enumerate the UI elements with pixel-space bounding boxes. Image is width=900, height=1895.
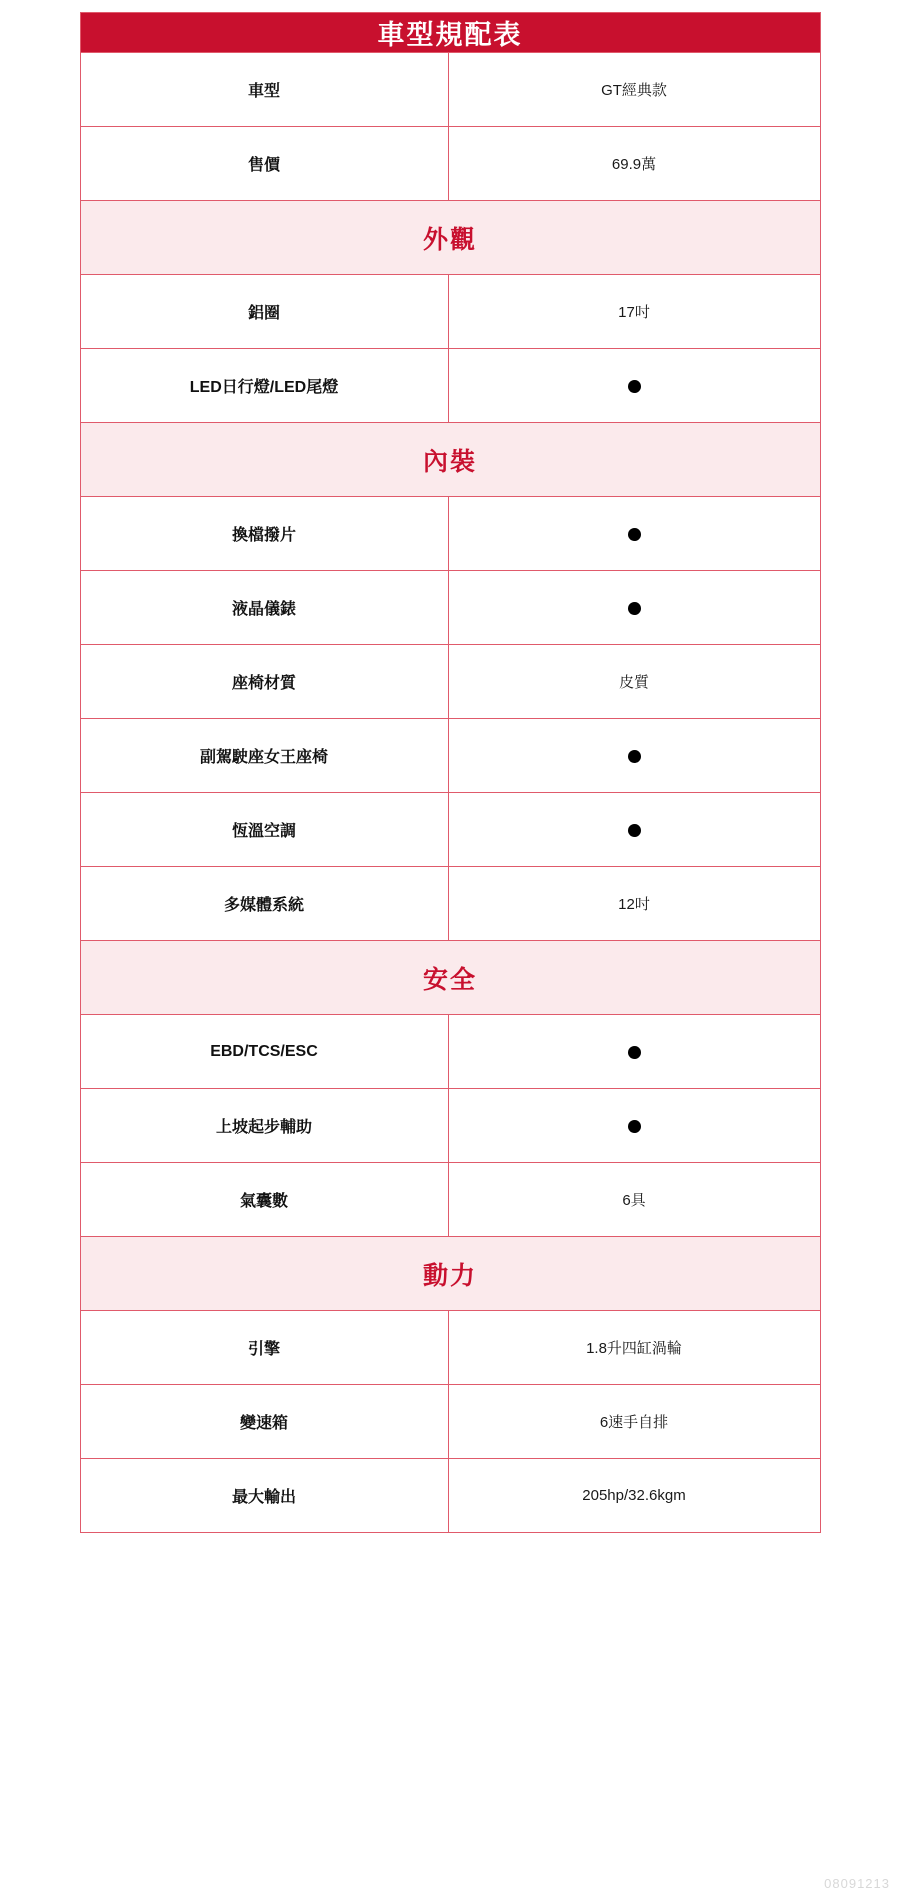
spec-label: 鋁圈 <box>80 275 448 349</box>
spec-label: LED日行燈/LED尾燈 <box>80 349 448 423</box>
spec-label: EBD/TCS/ESC <box>80 1015 448 1089</box>
filled-circle-icon <box>628 528 641 541</box>
section-header-label: 外觀 <box>80 201 820 275</box>
spec-value <box>448 1089 820 1163</box>
vehicle-spec-table <box>80 12 821 1533</box>
filled-circle-icon <box>628 602 641 615</box>
section-header-row <box>80 423 820 497</box>
spec-value: GT經典款 <box>448 53 820 127</box>
table-row <box>80 1089 820 1163</box>
spec-label: 變速箱 <box>80 1385 448 1459</box>
table-row <box>80 1015 820 1089</box>
filled-circle-icon <box>628 1120 641 1133</box>
spec-label: 多媒體系統 <box>80 867 448 941</box>
spec-label: 車型 <box>80 53 448 127</box>
table-title-row <box>80 13 820 53</box>
spec-value: 12吋 <box>448 867 820 941</box>
spec-label: 座椅材質 <box>80 645 448 719</box>
filled-circle-icon <box>628 824 641 837</box>
table-row <box>80 645 820 719</box>
spec-value: 17吋 <box>448 275 820 349</box>
table-row <box>80 127 820 201</box>
filled-circle-icon <box>628 1046 641 1059</box>
spec-value: 6具 <box>448 1163 820 1237</box>
table-row <box>80 497 820 571</box>
spec-value: 69.9萬 <box>448 127 820 201</box>
spec-label: 液晶儀錶 <box>80 571 448 645</box>
table-row <box>80 867 820 941</box>
section-header-label: 內裝 <box>80 423 820 497</box>
table-row <box>80 1459 820 1533</box>
spec-label: 恆溫空調 <box>80 793 448 867</box>
page-title: 車型規配表 <box>80 13 820 53</box>
spec-value <box>448 793 820 867</box>
spec-label: 最大輸出 <box>80 1459 448 1533</box>
spec-value: 1.8升四缸渦輪 <box>448 1311 820 1385</box>
spec-value <box>448 1015 820 1089</box>
spec-label: 副駕駛座女王座椅 <box>80 719 448 793</box>
spec-label: 引擎 <box>80 1311 448 1385</box>
table-row <box>80 571 820 645</box>
spec-value: 205hp/32.6kgm <box>448 1459 820 1533</box>
table-row <box>80 53 820 127</box>
table-row <box>80 793 820 867</box>
filled-circle-icon <box>628 750 641 763</box>
section-header-label: 動力 <box>80 1237 820 1311</box>
spec-value <box>448 349 820 423</box>
spec-value <box>448 497 820 571</box>
table-row <box>80 349 820 423</box>
section-header-row <box>80 1237 820 1311</box>
section-header-label: 安全 <box>80 941 820 1015</box>
table-row <box>80 1311 820 1385</box>
table-row <box>80 719 820 793</box>
watermark: 08091213 <box>824 1876 890 1891</box>
section-header-row <box>80 941 820 1015</box>
spec-label: 售價 <box>80 127 448 201</box>
spec-label: 上坡起步輔助 <box>80 1089 448 1163</box>
spec-table-body <box>80 13 820 1533</box>
spec-value <box>448 719 820 793</box>
filled-circle-icon <box>628 380 641 393</box>
table-row <box>80 1385 820 1459</box>
spec-value: 6速手自排 <box>448 1385 820 1459</box>
section-header-row <box>80 201 820 275</box>
spec-label: 換檔撥片 <box>80 497 448 571</box>
spec-value <box>448 571 820 645</box>
spec-label: 氣囊數 <box>80 1163 448 1237</box>
table-row <box>80 275 820 349</box>
table-row <box>80 1163 820 1237</box>
spec-value: 皮質 <box>448 645 820 719</box>
